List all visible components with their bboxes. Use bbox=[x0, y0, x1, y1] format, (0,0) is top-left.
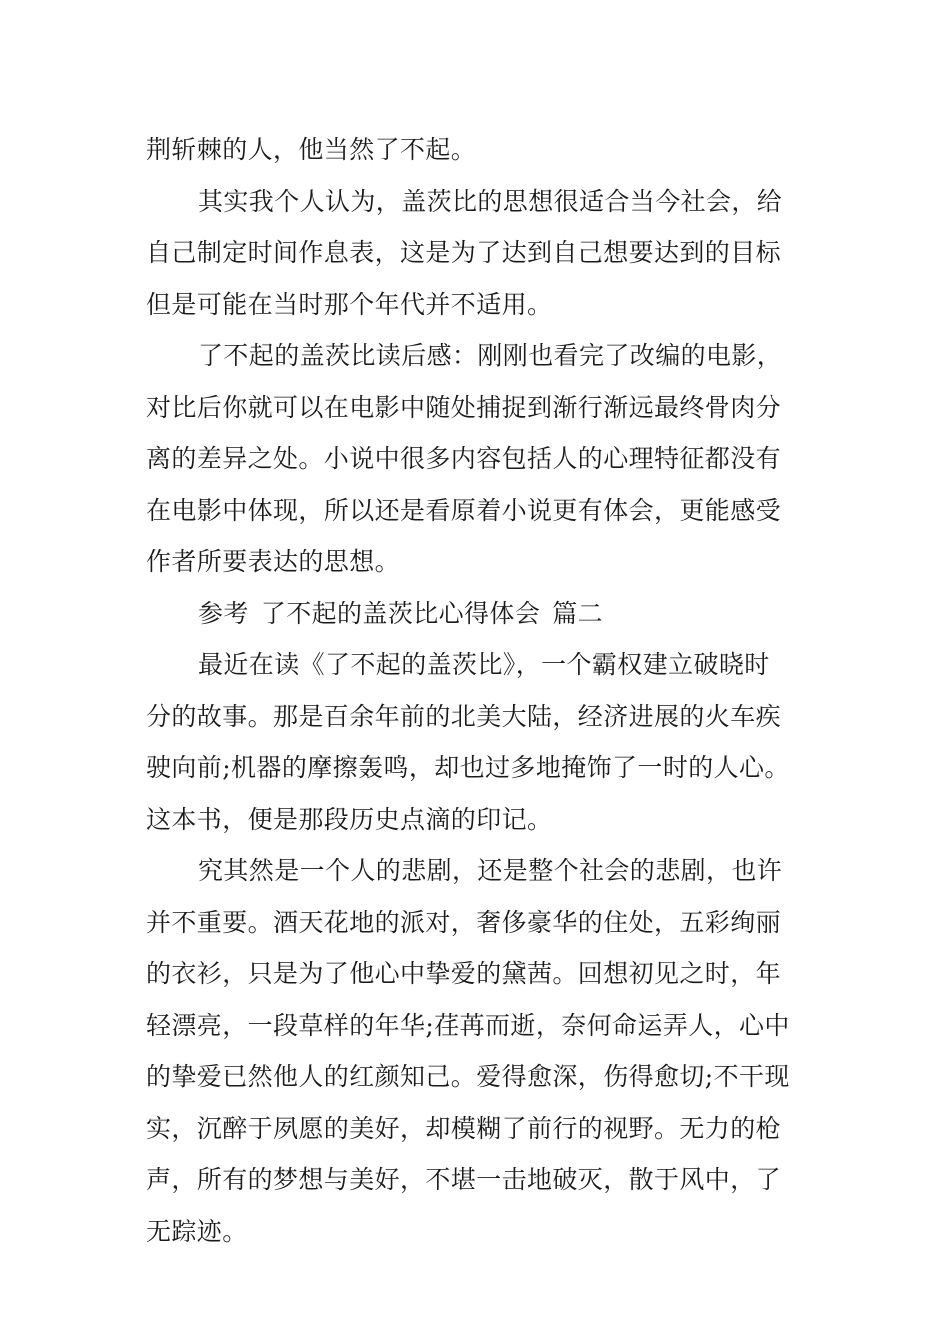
text-line: 声，所有的梦想与美好，不堪一击地破灭，散于风中，了 bbox=[146, 1165, 782, 1194]
text-line: 轻漂亮，一段草样的年华;荏苒而逝，奈何命运弄人，心中 bbox=[146, 1010, 790, 1040]
text-line: 这本书，便是那段历史点滴的印记。 bbox=[146, 804, 553, 834]
heading-line bbox=[146, 588, 810, 640]
text-line: 其实我个人认为，盖茨比的思想很适合当今社会，给 bbox=[198, 186, 783, 216]
paragraph bbox=[146, 124, 810, 176]
text-line: 自己制定时间作息表，这是为了达到自己想要达到的目标 bbox=[146, 238, 782, 267]
text-line: 但是可能在当时那个年代并不适用。 bbox=[146, 289, 553, 319]
paragraph bbox=[146, 176, 810, 331]
text-line: 究其然是一个人的悲剧，还是整个社会的悲剧，也许 bbox=[198, 856, 783, 885]
paragraph bbox=[146, 845, 810, 1257]
section-heading bbox=[146, 588, 810, 640]
text-line: 作者所要表达的思想。 bbox=[146, 547, 401, 576]
text-line: 荆斩棘的人，他当然了不起。 bbox=[146, 135, 477, 164]
heading-title: 了不起的盖茨比心得体会 bbox=[260, 598, 541, 628]
text-line: 在电影中体现，所以还是看原着小说更有体会，更能感受 bbox=[146, 495, 782, 525]
text-line: 对比后你就可以在电影中随处捕捉到渐行渐远最终骨肉分 bbox=[146, 392, 782, 422]
text-line: 了不起的盖茨比读后感：刚刚也看完了改编的电影， bbox=[198, 341, 783, 370]
text-line: 无踪迹。 bbox=[146, 1216, 248, 1246]
text-line: 离的差异之处。小说中很多内容包括人的心理特征都没有 bbox=[146, 444, 782, 473]
text-line: 实，沉醉于夙愿的美好，却模糊了前行的视野。无力的枪 bbox=[146, 1113, 782, 1143]
document-body bbox=[146, 124, 810, 1257]
text-line: 最近在读《了不起的盖茨比》，一个霸权建立破晓时 bbox=[198, 650, 770, 679]
text-line: 并不重要。酒天花地的派对，奢侈豪华的住处，五彩绚丽 bbox=[146, 907, 782, 937]
text-line: 分的故事。那是百余年前的北美大陆，经济进展的火车疾 bbox=[146, 701, 782, 731]
paragraph bbox=[146, 330, 810, 588]
text-line: 的挚爱已然他人的红颜知己。爱得愈深，伤得愈切;不干现 bbox=[146, 1062, 790, 1091]
text-line: 驶向前;机器的摩擦轰鸣，却也过多地掩饰了一时的人心。 bbox=[146, 753, 790, 782]
heading-prefix: 参考 bbox=[198, 598, 249, 628]
text-line: 的衣衫，只是为了他心中挚爱的黛茜。回想初见之时，年 bbox=[146, 959, 782, 988]
paragraph bbox=[146, 639, 810, 845]
heading-suffix: 篇二 bbox=[552, 598, 604, 628]
